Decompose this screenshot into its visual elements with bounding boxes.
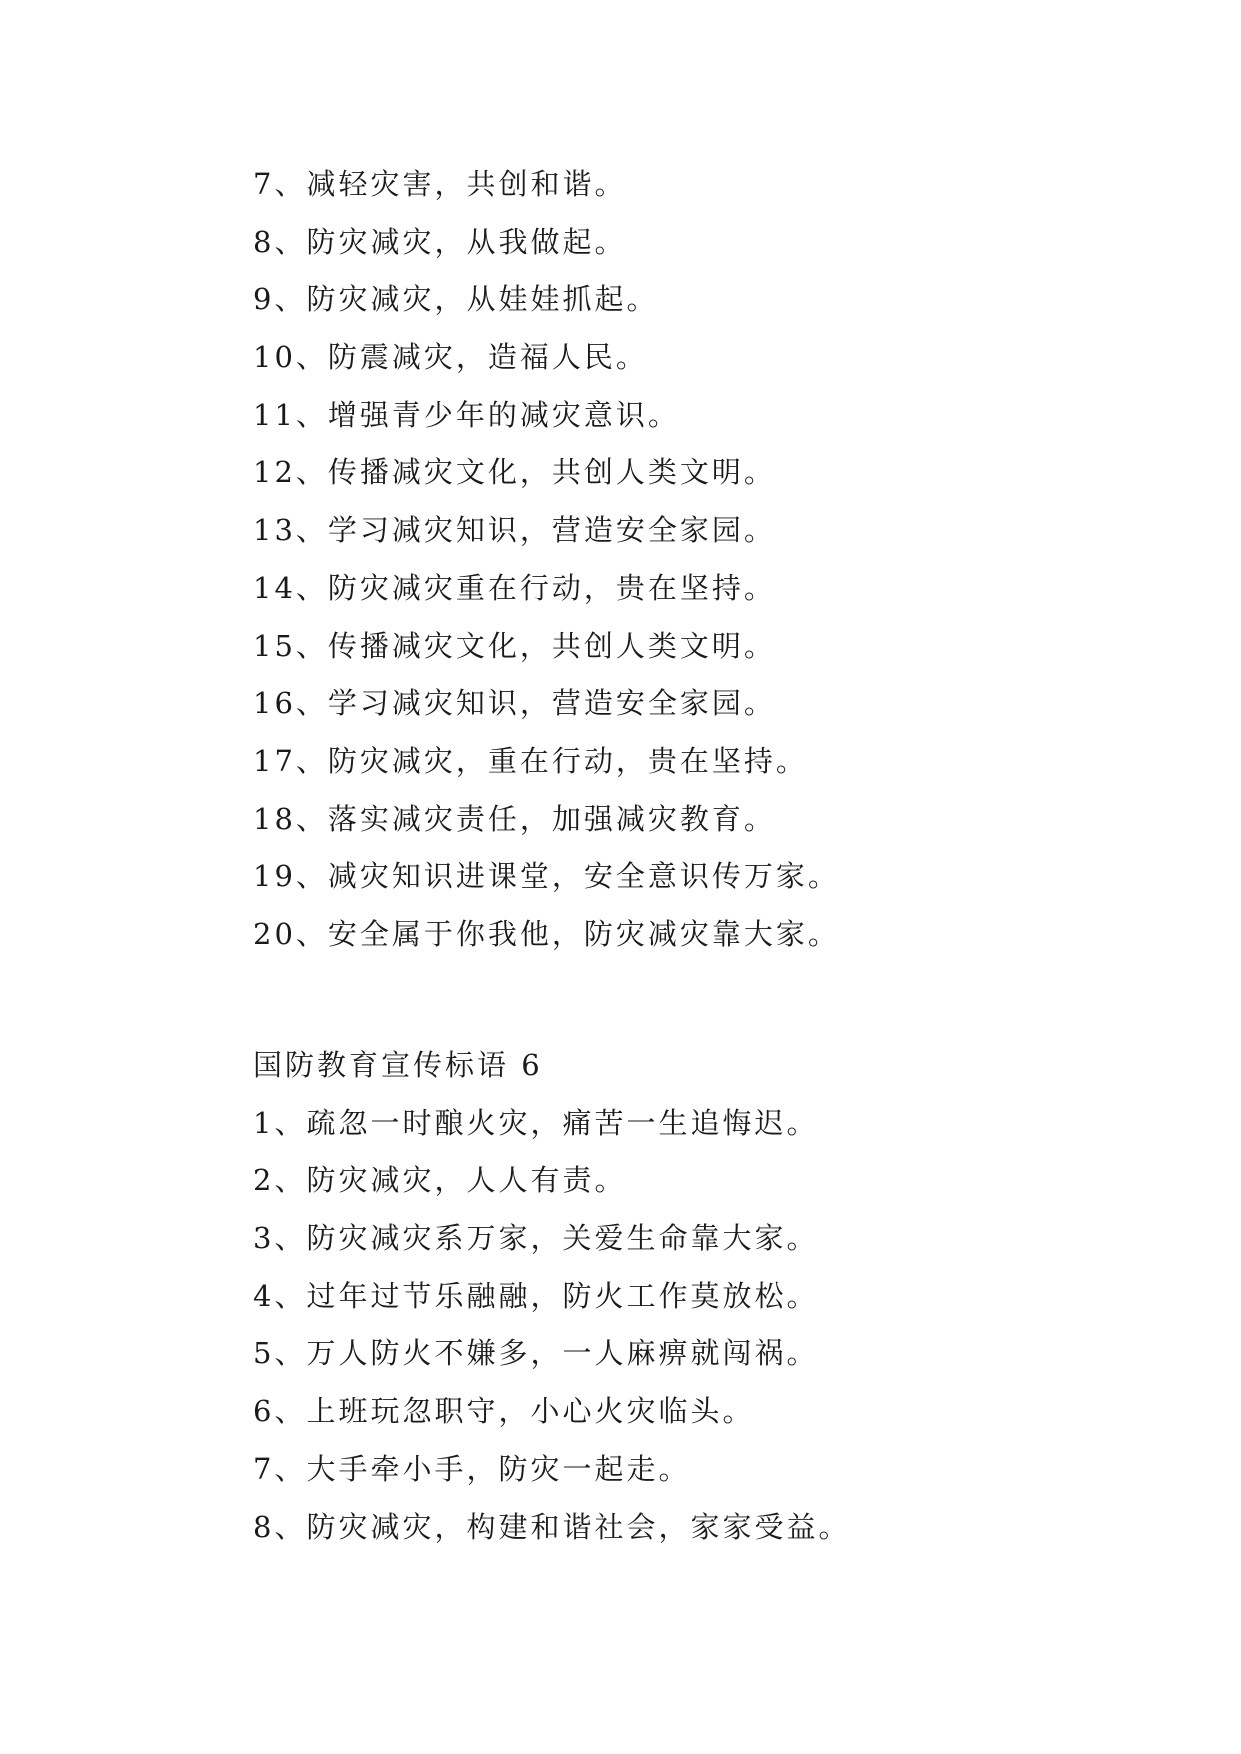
- list-item: 10、防震减灾，造福人民。: [253, 340, 648, 375]
- list-item: 15、传播减灾文化，共创人类文明。: [253, 628, 776, 663]
- list-item: 20、安全属于你我他，防灾减灾靠大家。: [253, 916, 840, 951]
- list-item: 3、防灾减灾系万家，关爱生命靠大家。: [253, 1221, 819, 1256]
- list-item: 17、防灾减灾，重在行动，贵在坚持。: [253, 743, 808, 778]
- list-item: 5、万人防火不嫌多，一人麻痹就闯祸。: [253, 1336, 819, 1371]
- list-item: 8、防灾减灾，构建和谐社会，家家受益。: [253, 1509, 851, 1544]
- list-item: 16、学习减灾知识，营造安全家园。: [253, 686, 776, 721]
- list-item: 4、过年过节乐融融，防火工作莫放松。: [253, 1278, 819, 1313]
- slogan-list-continued: [253, 156, 1153, 964]
- list-item: 12、传播减灾文化，共创人类文明。: [253, 455, 776, 490]
- list-item: 8、防灾减灾，从我做起。: [253, 224, 627, 259]
- slogan-section-6: [253, 1037, 1153, 1556]
- list-item: 6、上班玩忽职守，小心火灾临头。: [253, 1394, 755, 1429]
- list-item: 9、防灾减灾，从娃娃抓起。: [253, 282, 659, 317]
- list-item: 11、增强青少年的减灾意识。: [253, 397, 680, 432]
- list-item: 19、减灾知识进课堂，安全意识传万家。: [253, 859, 840, 894]
- list-item: 7、大手牵小手，防灾一起走。: [253, 1451, 691, 1486]
- list-item: 1、疏忽一时酿火灾，痛苦一生追悔迟。: [253, 1105, 819, 1140]
- section-heading: 国防教育宣传标语 6: [253, 1048, 543, 1082]
- list-item: 13、学习减灾知识，营造安全家园。: [253, 513, 776, 548]
- list-item: 2、防灾减灾，人人有责。: [253, 1163, 627, 1198]
- list-item: 14、防灾减灾重在行动，贵在坚持。: [253, 570, 776, 605]
- list-item: 18、落实减灾责任，加强减灾教育。: [253, 801, 776, 836]
- list-item: 7、减轻灾害，共创和谐。: [253, 167, 627, 201]
